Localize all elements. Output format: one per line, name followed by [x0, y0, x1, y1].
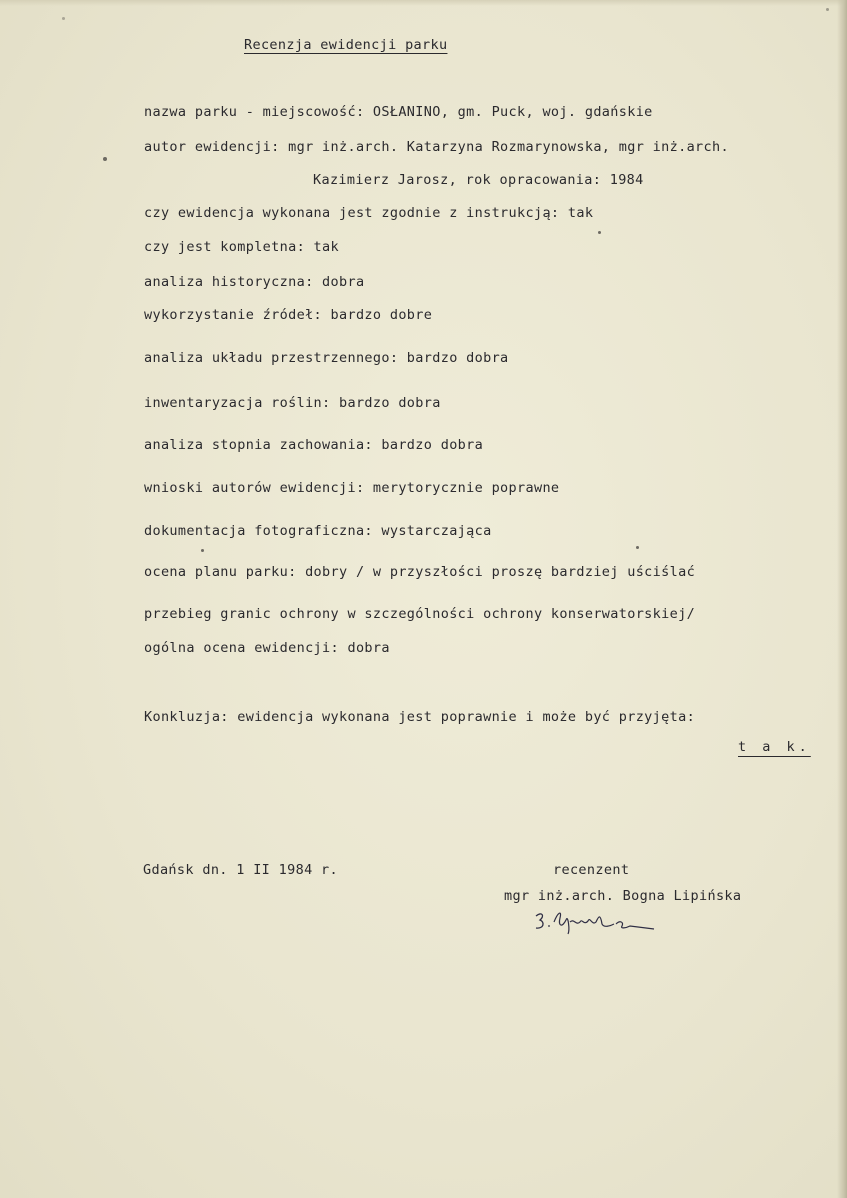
line-photos: dokumentacja fotograficzna: wystarczająca [144, 523, 492, 539]
line-plants: inwentaryzacja roślin: bardzo dobra [144, 395, 441, 411]
page-top-edge [0, 0, 847, 6]
paper-speck [103, 157, 107, 161]
reviewer-name: mgr inż.arch. Bogna Lipińska [504, 888, 742, 904]
line-plan: ocena planu parku: dobry / w przyszłości proszę bardziej uściślać [144, 564, 696, 580]
line-preservation: analiza stopnia zachowania: bardzo dobra [144, 437, 484, 453]
page-right-edge [837, 0, 847, 1198]
line-complete: czy jest kompletna: tak [144, 239, 339, 255]
reviewer-role: recenzent [553, 862, 630, 878]
line-overall: ogólna ocena ewidencji: dobra [144, 640, 390, 656]
paper-speck [62, 17, 65, 20]
conclusion-answer: t a k. [738, 739, 811, 755]
place-date: Gdańsk dn. 1 II 1984 r. [143, 862, 338, 878]
document-title: Recenzja ewidencji parku [244, 37, 448, 53]
line-park-name: nazwa parku - miejscowość: OSŁANINO, gm. Puck, woj. gdańskie [144, 104, 653, 120]
line-boundaries: przebieg granic ochrony w szczególności ochrony konserwatorskiej/ [144, 606, 696, 622]
line-conclusion: Konkluzja: ewidencja wykonana jest poprawnie i może być przyjęta: [144, 709, 696, 725]
line-spatial: analiza układu przestrzennego: bardzo dobra [144, 350, 509, 366]
line-authors-cont: Kazimierz Jarosz, rok opracowania: 1984 [313, 172, 644, 188]
paper-speck [201, 549, 204, 552]
line-conclusions: wnioski autorów ewidencji: merytorycznie poprawne [144, 480, 560, 496]
handwritten-signature [532, 904, 657, 938]
paper-speck [636, 546, 639, 549]
line-authors: autor ewidencji: mgr inż.arch. Katarzyna Rozmarynowska, mgr inż.arch. [144, 139, 729, 155]
paper-speck [826, 8, 829, 11]
line-sources: wykorzystanie źródeł: bardzo dobre [144, 307, 433, 323]
line-historical: analiza historyczna: dobra [144, 274, 365, 290]
line-instruction: czy ewidencja wykonana jest zgodnie z instrukcją: tak [144, 205, 594, 221]
paper-speck [598, 231, 601, 234]
